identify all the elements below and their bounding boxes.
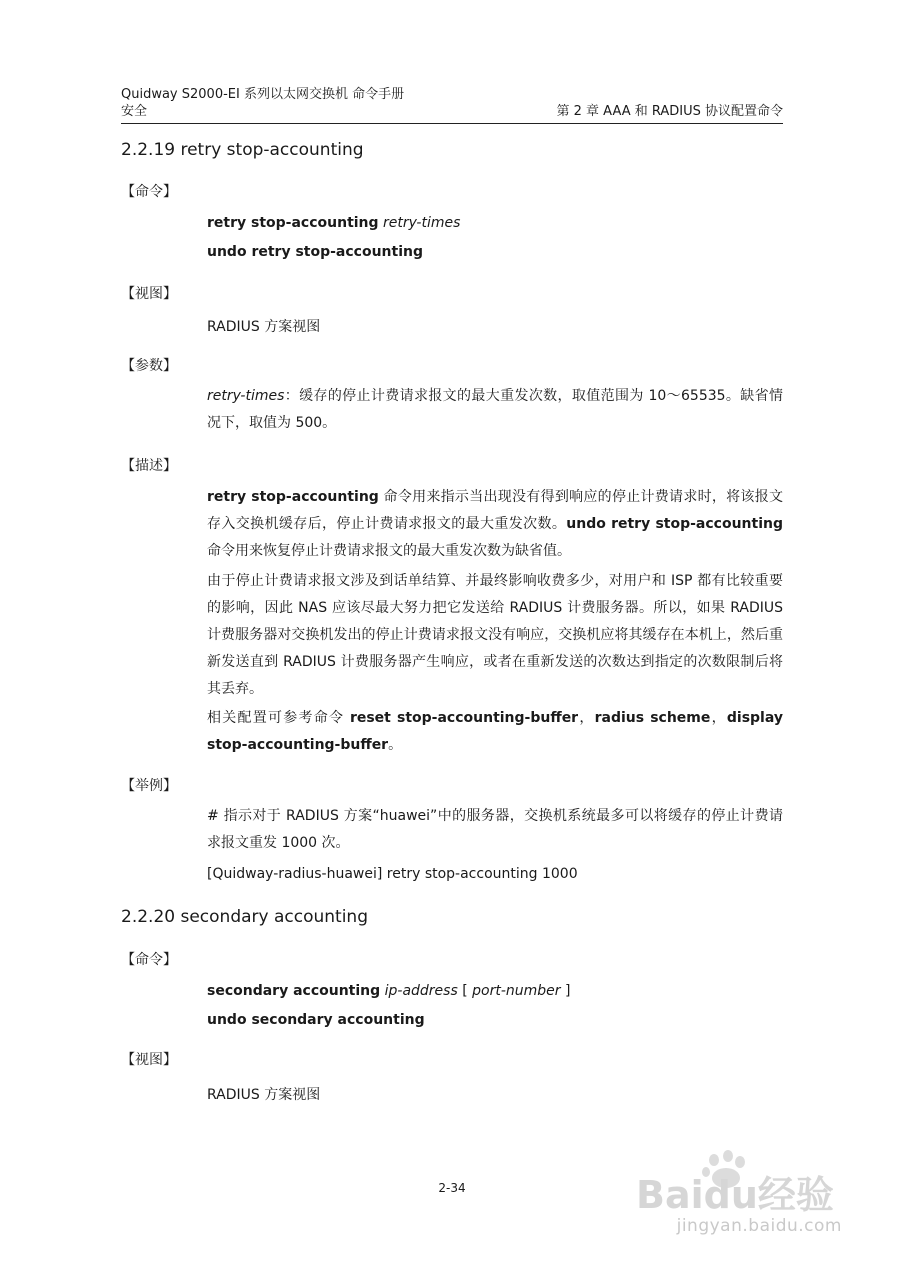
label-view: 【视图】 [121, 286, 177, 302]
command-keyword: retry stop-accounting [207, 215, 379, 231]
description-paragraph-1 [207, 484, 783, 565]
related-command-2: radius scheme [594, 710, 711, 726]
section-title-secondary-accounting: 2.2.20 secondary accounting [121, 907, 368, 927]
description-paragraph-3 [207, 705, 783, 759]
command-keyword-2: secondary accounting [207, 983, 381, 999]
undo-command-syntax: undo retry stop-accounting [207, 244, 423, 260]
desc-text-1: 命令用来指示当出现没有得到响应的停止计费请求时，将该报文存入交换机缓存后，停止计费请求报文的最大重发次数。 [207, 489, 783, 532]
command-arg: retry-times [383, 215, 461, 231]
watermark-url: jingyan.baidu.com [676, 1216, 842, 1236]
label-example: 【举例】 [121, 778, 177, 794]
page-number: 2-34 [438, 1181, 466, 1195]
related-text: 相关配置可参考命令 [207, 710, 350, 726]
related-command-1: reset stop-accounting-buffer [349, 710, 579, 726]
command-arg-ip: ip-address [384, 983, 458, 999]
label-description: 【描述】 [121, 458, 177, 474]
label-view-2: 【视图】 [121, 1052, 177, 1068]
header-chapter: 第 2 章 AAA 和 RADIUS 协议配置命令 [556, 104, 783, 119]
command-arg-port: port-number [472, 983, 561, 999]
view-text: RADIUS 方案视图 [207, 319, 321, 335]
watermark-logo-text: Baidu经验 [636, 1173, 834, 1217]
baidu-jingyan-watermark-icon [636, 1150, 846, 1220]
example-command: [Quidway-radius-huawei] retry stop-accounting 1000 [207, 866, 578, 882]
label-command-2: 【命令】 [121, 952, 177, 968]
related-separator-2: ， [710, 710, 727, 726]
header-rule [121, 123, 783, 124]
view-text-2: RADIUS 方案视图 [207, 1087, 321, 1103]
page-header [121, 86, 783, 120]
example-comment: # 指示对于 RADIUS 方案“huawei”中的服务器，交换机系统最多可以将缓存的停止计费请求报文重发 1000 次。 [207, 808, 783, 851]
description-paragraph-2: 由于停止计费请求报文涉及到话单结算、并最终影响收费多少，对用户和 ISP 都有比较重要的影响，因此 NAS 应该尽最大努力把它发送给 RADIUS 计费服务器。所以，如果 RADIUS 计费服务器对交换机发出的停止计费请求报文没有响应，交换机应将其缓存在本机上，然后重新发送直到 RADIUS 计费服务器产生响应，或者在重新发送的次数达到指定的次数限制后将其丢弃。 [207, 573, 783, 697]
header-part: 安全 [121, 104, 148, 119]
command-syntax [207, 215, 460, 231]
parameter-name: retry-times [207, 388, 285, 404]
undo-command-syntax-2: undo secondary accounting [207, 1012, 425, 1028]
parameter-description [207, 383, 783, 437]
related-command-3: display stop-accounting-buffer [207, 710, 783, 753]
desc-keyword-2: undo retry stop-accounting [566, 516, 784, 532]
related-end: 。 [388, 737, 403, 753]
desc-keyword-1: retry stop-accounting [207, 489, 379, 505]
section-title-retry-stop-accounting: 2.2.19 retry stop-accounting [121, 140, 364, 160]
desc-text-2: 命令用来恢复停止计费请求报文的最大重发次数为缺省值。 [207, 543, 571, 559]
bracket-open: [ [457, 983, 473, 999]
label-parameters: 【参数】 [121, 358, 177, 374]
bracket-close: ] [560, 983, 571, 999]
related-separator-1: ， [578, 710, 595, 726]
header-book-title: Quidway S2000-EI 系列以太网交换机 命令手册 [121, 87, 405, 102]
label-command: 【命令】 [121, 184, 177, 200]
command-syntax-2 [207, 983, 570, 999]
parameter-text: ：缓存的停止计费请求报文的最大重发次数，取值范围为 10～65535。缺省情况下，取值为 500。 [207, 388, 783, 431]
